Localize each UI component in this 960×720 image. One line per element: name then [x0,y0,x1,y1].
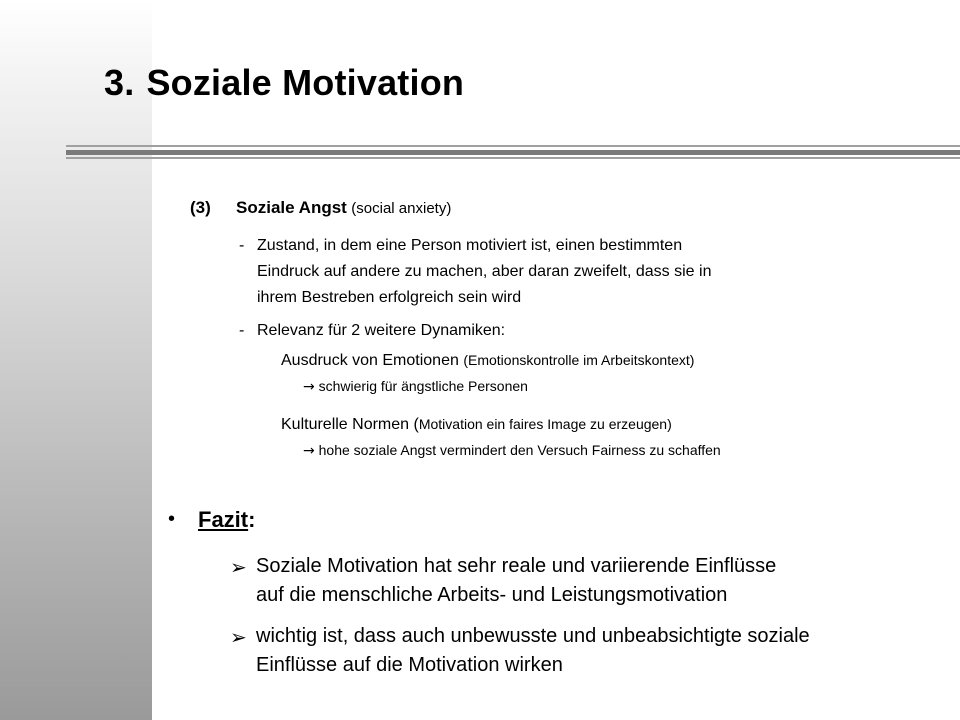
sub2-line [281,416,672,434]
side-gradient-panel [0,0,152,720]
title-rule-bottom [66,157,960,159]
title-text: Soziale Motivation [146,62,465,103]
arrow-right-icon: → [303,379,315,395]
point2-text: Relevanz für 2 weitere Dynamiken: [257,322,506,339]
section-heading-note: (social anxiety) [351,200,452,217]
section-number: (3) [190,198,211,217]
sub1-result: schwierig für ängstliche Personen [318,378,528,394]
fazit-label: Fazit [198,507,249,532]
point1-line3: ihrem Bestreben erfolgreich sein wird [257,289,522,306]
point2-dash: - [239,322,245,339]
fazit-item2-line2: Einflüsse auf die Motivation wirken [256,654,563,676]
section-heading [236,198,451,218]
arrowhead-bullet-icon: ➢ [230,555,247,579]
section-heading-text: Soziale Angst [236,198,347,217]
sub1-line [281,352,694,370]
fazit-bullet: • [168,508,176,530]
point1-line1: Zustand, in dem eine Person motiviert ist, einen bestimmten [257,237,683,254]
sub1-main: Ausdruck von Emotionen [281,352,459,369]
fazit-heading [198,507,255,533]
fazit-item1-line2: auf die menschliche Arbeits- und Leistungsmotivation [256,584,728,606]
arrowhead-bullet-icon: ➢ [230,625,247,649]
fazit-colon: : [248,507,256,532]
slide-title [104,62,464,104]
sub2-main: Kulturelle Normen [281,416,410,433]
sub1-result-line [303,378,528,395]
title-rule-top [66,145,960,147]
sub2-paren: ( [413,416,419,433]
sub2-result: hohe soziale Angst vermindert den Versuch Fairness zu schaffen [318,442,721,458]
sub1-note: (Emotionskontrolle im Arbeitskontext) [463,352,695,368]
sub2-result-line [303,442,721,459]
fazit-item2-line1: wichtig ist, dass auch unbewusste und unbeabsichtigte soziale [256,625,810,647]
title-number: 3. [104,62,135,103]
sub2-note: Motivation ein faires Image zu erzeugen) [418,416,672,432]
point1-line2: Eindruck auf andere zu machen, aber daran zweifelt, dass sie in [257,263,712,280]
arrow-right-icon: → [303,443,315,459]
title-rule-middle [66,150,960,155]
fazit-item1-line1: Soziale Motivation hat sehr reale und variierende Einflüsse [256,555,777,577]
point1-dash: - [239,237,245,254]
